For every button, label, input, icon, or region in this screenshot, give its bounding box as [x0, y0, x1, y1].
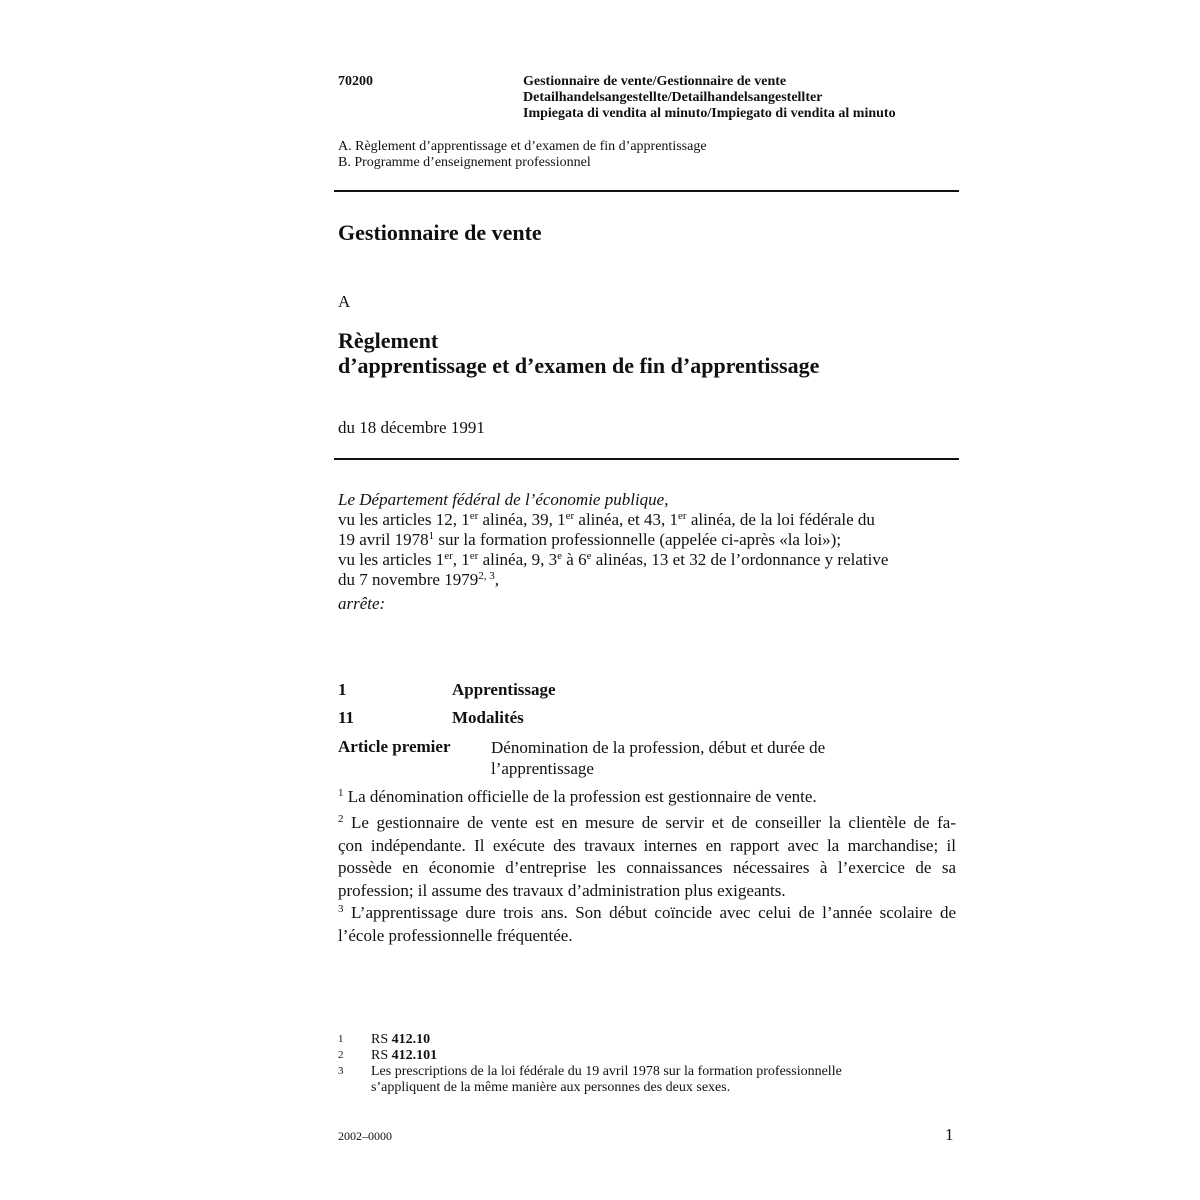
footnote-text: RS 412.10	[371, 1032, 431, 1047]
article-paragraph-1: $^1$ La dénomination officielle de la profession est gestionnaire de vente.	[338, 787, 817, 806]
preamble-line: vu les articles 1er, 1er alinéa, 9, 3e à 6e alinéas, 13 et 32 de l’ordonnance y relative	[338, 550, 889, 569]
regulation-title-line1: Règlement	[338, 328, 439, 353]
paragraph-number: 1	[338, 787, 344, 799]
footnote-number: 2	[338, 1049, 344, 1061]
preamble-line: vu les articles 12, 1er alinéa, 39, 1er alinéa, et 43, 1er alinéa, de la loi fédérale du	[338, 510, 875, 529]
title-de: Detailhandelsangestellte/Detailhandelsangestellter	[523, 90, 823, 105]
part-a-item: A. Règlement d’apprentissage et d’examen de fin d’apprentissage	[338, 139, 707, 154]
title-it: Impiegata di vendita al minuto/Impiegato di vendita al minuto	[523, 106, 896, 121]
part-letter: A	[338, 292, 351, 311]
subsection-title: Modalités	[452, 708, 524, 727]
section-title: Apprentissage	[452, 680, 556, 699]
document-code: 70200	[338, 74, 373, 89]
footnote-ref: 1	[428, 530, 435, 542]
article-paragraph-3: $^3$ L’apprentissage dure trois ans. Son début coïncide avec celui de l’année scolaire de l’école professionnelle fréquentée.	[338, 903, 956, 945]
preamble	[338, 490, 958, 614]
footnote-ref: 2, 3	[478, 570, 495, 582]
profession-titles	[523, 74, 896, 122]
parts-list	[338, 139, 707, 171]
divider-top	[334, 190, 959, 192]
footnote-number: 1	[338, 1033, 344, 1045]
article-label: Article premier	[338, 737, 451, 756]
article-title: Dénomination de la profession, début et durée de l’apprentissage	[491, 738, 826, 778]
preamble-decree: arrête:	[338, 594, 386, 613]
document-title: Gestionnaire de vente	[338, 220, 542, 245]
subsection-number: 11	[338, 708, 355, 727]
preamble-line: du 7 novembre 1979$^{2, 3}$,	[338, 570, 499, 589]
article-paragraph-2: $^2$ Le gestionnaire de vente est en mesure de servir et de conseiller la clientèle de fa- çon indépendante. Il exécute des travaux internes en rapport avec la marchandise; il possède en économie d’entreprise les connaissances nécessaires à l’exercice de sa profession; il assume des travaux d’administration plus exigeants.	[338, 813, 956, 900]
paragraph-number: 3	[338, 903, 344, 915]
divider-middle	[334, 458, 959, 460]
paragraph-number: 2	[338, 813, 344, 825]
section-number: 1	[338, 680, 347, 699]
footer-code: 2002–0000	[338, 1129, 392, 1143]
part-b-item: B. Programme d’enseignement professionnel	[338, 155, 591, 170]
regulation-title	[338, 328, 819, 378]
regulation-title-line2: d’apprentissage et d’examen de fin d’apprentissage	[338, 353, 820, 378]
page-number: 1	[945, 1125, 954, 1144]
footnote-text: Les prescriptions de la loi fédérale du 19 avril 1978 sur la formation professionnelle s’appliquent de la même manière aux personnes des deux sexes.	[371, 1064, 842, 1095]
footnote-text: RS 412.101	[371, 1048, 438, 1063]
preamble-line: 19 avril 1978$^1$ sur la formation professionnelle (appelée ci-après «la loi»);	[338, 530, 842, 549]
preamble-authority: Le Département fédéral de l’économie publique,	[338, 490, 669, 509]
title-fr: Gestionnaire de vente/Gestionnaire de vente	[523, 74, 787, 89]
regulation-date: du 18 décembre 1991	[338, 418, 485, 437]
footnote-number: 3	[338, 1065, 344, 1077]
